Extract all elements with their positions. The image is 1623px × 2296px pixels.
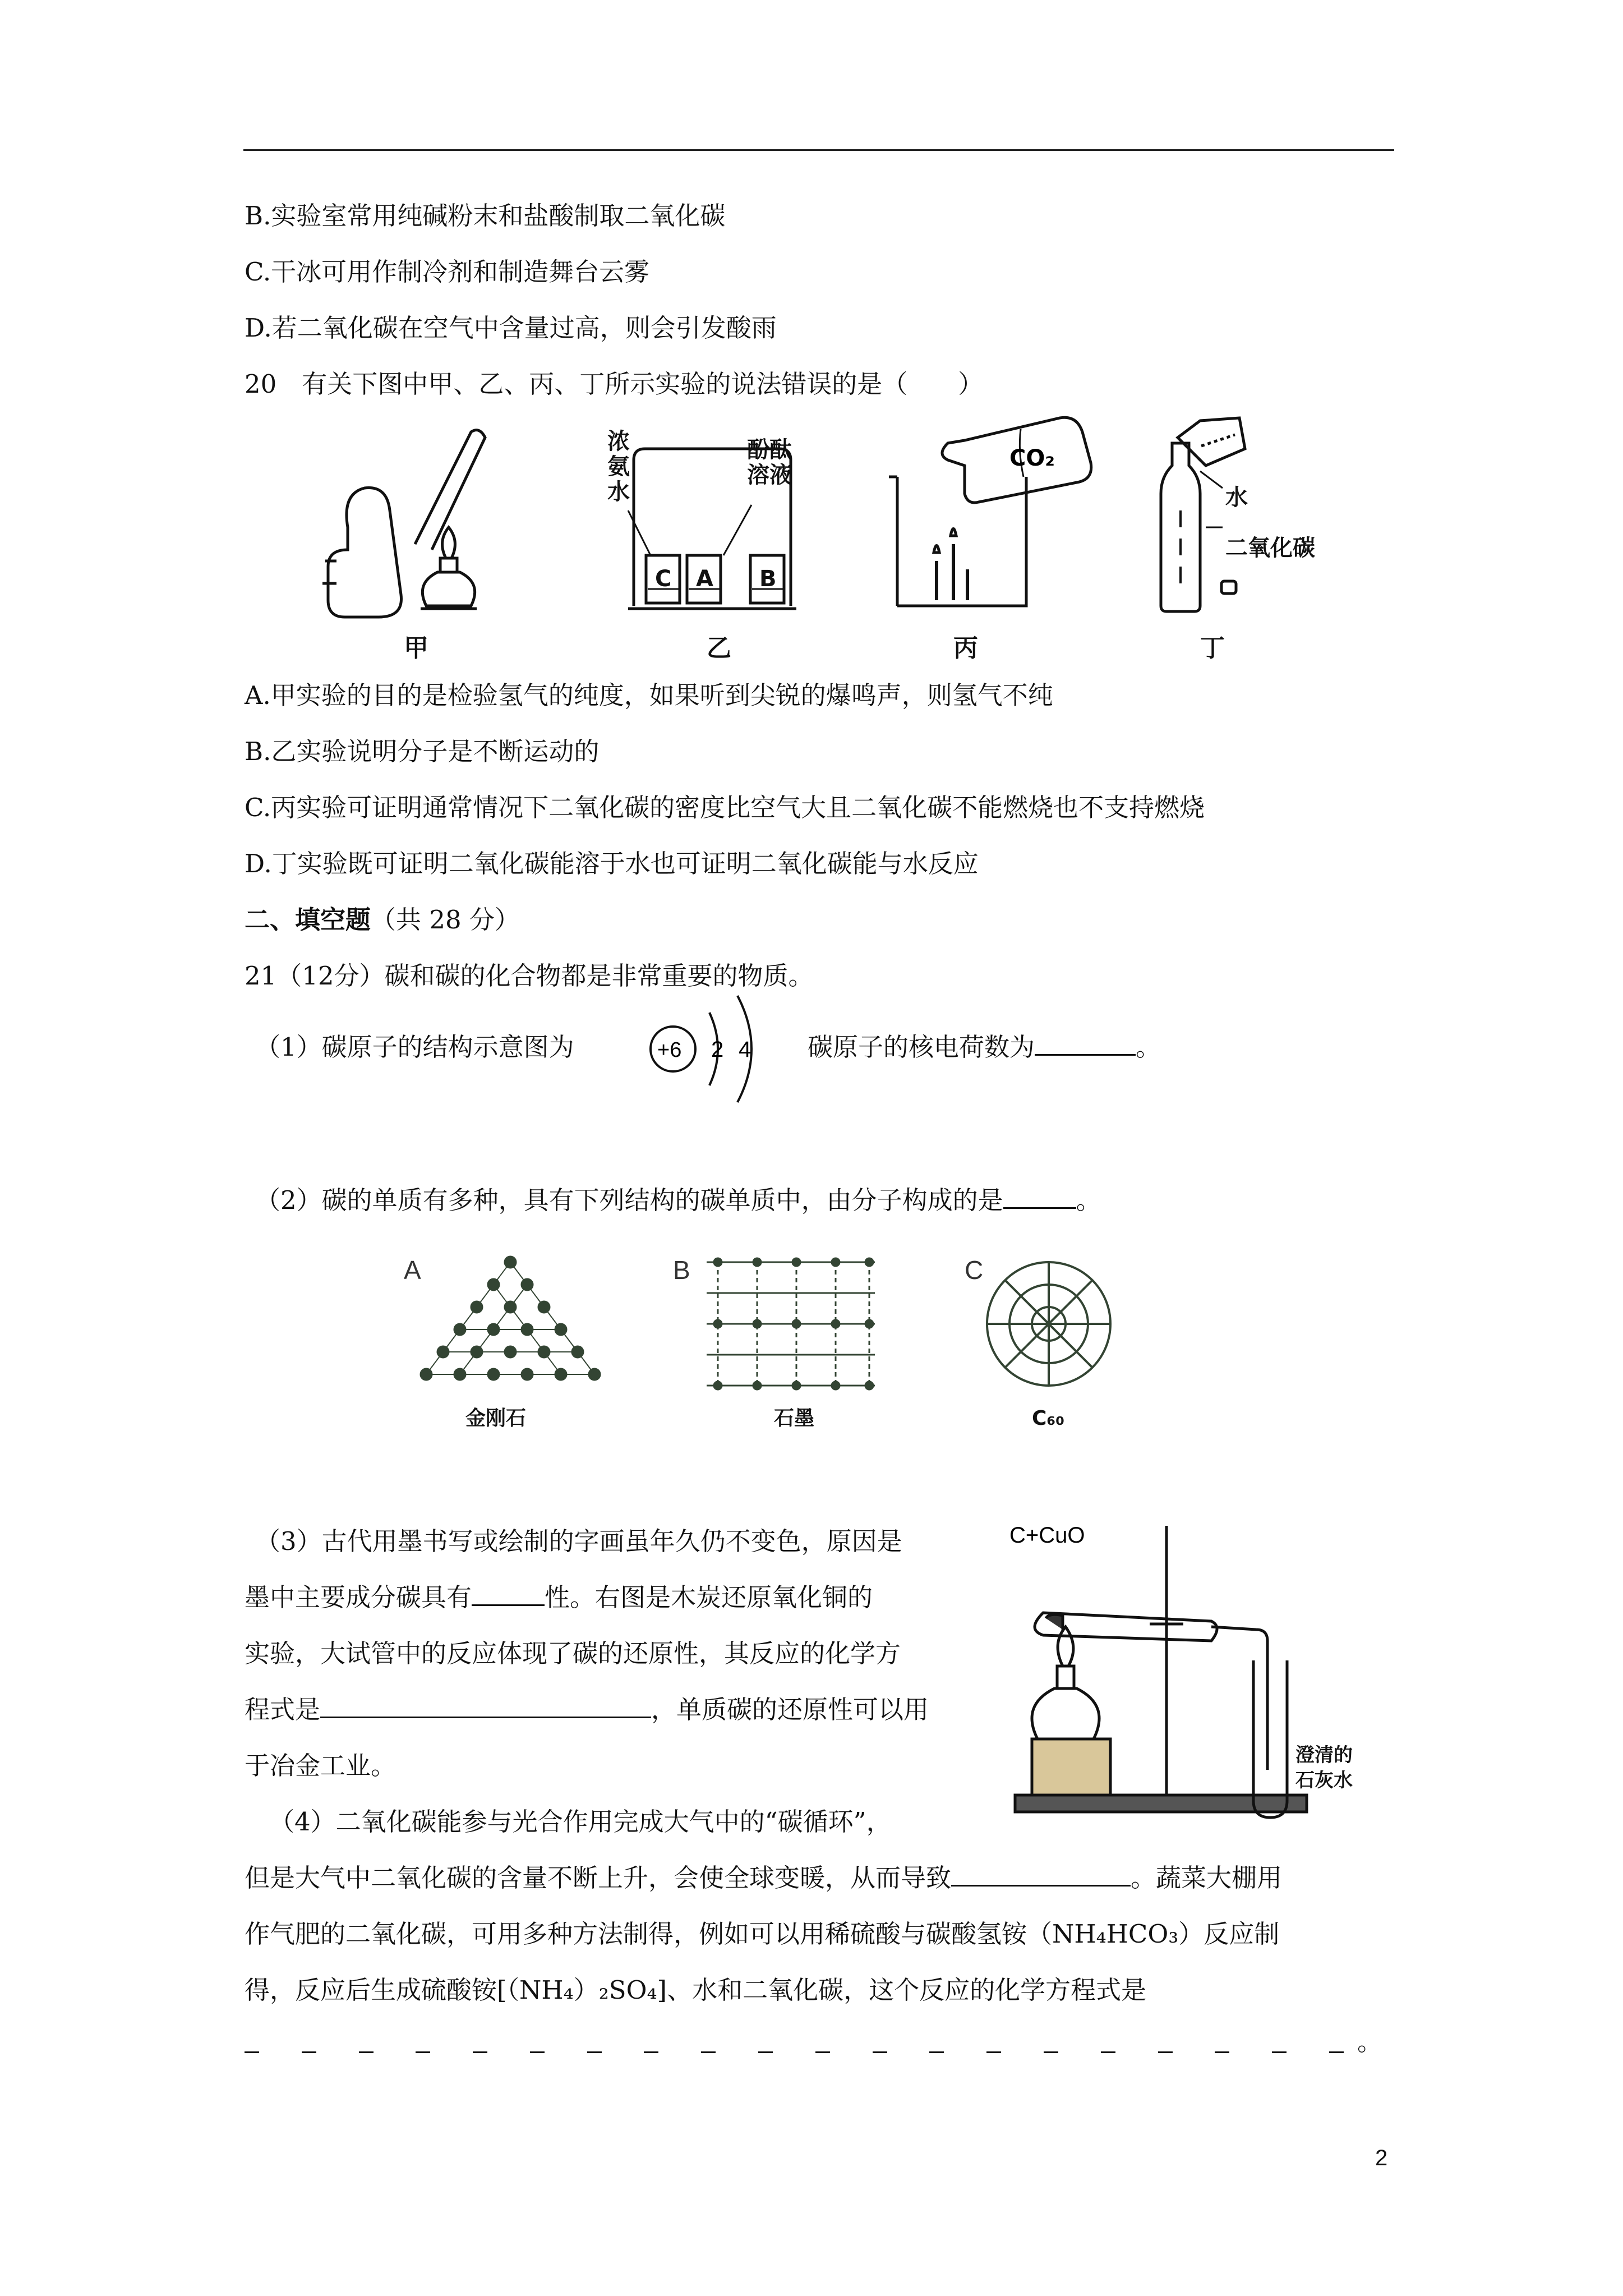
atom-shell-2: 4 (739, 1037, 751, 1062)
allotrope-b-letter: B (673, 1255, 690, 1285)
q21-3-line5: 于冶金工业。 (245, 1751, 396, 1780)
apparatus-tube-label: C+CuO (1009, 1523, 1085, 1548)
beaker-a: A (696, 566, 713, 592)
allotrope-a-name: 金刚石 (465, 1407, 527, 1430)
atom-shell-1: 2 (711, 1037, 724, 1062)
allotrope-c-letter: C (965, 1255, 984, 1285)
page-number: 2 (1375, 2146, 1388, 2170)
beaker-c: C (655, 566, 672, 592)
allotrope-a-letter: A (404, 1255, 421, 1285)
diamond-structure (421, 1257, 600, 1380)
q20-option-b: B.乙实验说明分子是不断运动的 (245, 737, 600, 766)
q20-option-c: C.丙实验可证明通常情况下二氧化碳的密度比空气大且二氧化碳不能燃烧也不支持燃烧 (245, 793, 1205, 822)
q21-4-line3: 作气肥的二氧化碳，可用多种方法制得，例如可以用稀硫酸与碳酸氢铵（NH₄HCO₃）反应制 (245, 1919, 1280, 1949)
q20-stem: 20 有关下图中甲、乙、丙、丁所示实验的说法错误的是（ ） (245, 369, 984, 399)
carbon-atom-diagram (639, 987, 774, 1105)
q21-3-blank-1 (472, 1581, 545, 1606)
q21-1-text: （1）碳原子的结构示意图为 (255, 1032, 574, 1062)
ding-apparatus (1161, 418, 1245, 611)
q21-4-end: 。 (1357, 2027, 1383, 2056)
q21-3-line1: （3）古代用墨书写或绘制的字画虽年久仍不变色，原因是 (255, 1526, 902, 1556)
yi-phenol-line2: 溶液 (747, 462, 792, 488)
q21-4-dashed-blank (245, 2031, 1344, 2053)
c60-structure (987, 1262, 1110, 1386)
limewater-label-2: 石灰水 (1295, 1769, 1353, 1792)
carbon-allotropes-figure (393, 1245, 1133, 1436)
q21-2-blank (1003, 1184, 1076, 1209)
allotrope-c-name: C₆₀ (1032, 1407, 1064, 1430)
caption-jia: 甲 (404, 634, 428, 662)
beaker-b: B (759, 566, 777, 592)
caption-ding: 丁 (1200, 634, 1225, 662)
q21-3-blank-2 (320, 1693, 651, 1718)
experiment-figure (314, 415, 1324, 668)
q21-3-line3: 实验，大试管中的反应体现了碳的还原性，其反应的化学方 (245, 1639, 901, 1668)
bing-co2-label: CO₂ (1009, 445, 1055, 471)
q21-4-line4: 得，反应后生成硫酸铵[（NH₄）₂SO₄]、水和二氧化碳，这个反应的化学方程式是 (245, 1975, 1147, 2005)
yi-ammonia-c2: 氨 (607, 454, 630, 480)
q21-3-line4: 程式是 ，单质碳的还原性可以用 (245, 1693, 929, 1727)
jia-apparatus (322, 430, 485, 617)
q21-1-text-2: 碳原子的核电荷数为 。 (808, 1030, 1161, 1064)
q19-option-b: B.实验室常用纯碱粉末和盐酸制取二氧化碳 (245, 201, 726, 231)
bing-apparatus (889, 417, 1091, 606)
q21-4-line1: （4）二氧化碳能参与光合作用完成大气中的“碳循环”， (269, 1807, 892, 1837)
limewater-label-1: 澄清的 (1295, 1744, 1353, 1766)
q19-option-c: C.干冰可用作制冷剂和制造舞台云雾 (245, 257, 650, 287)
allotrope-b-name: 石墨 (774, 1407, 815, 1430)
q20-option-d: D.丁实验既可证明二氧化碳能溶于水也可证明二氧化碳能与水反应 (245, 849, 979, 878)
caption-yi: 乙 (707, 634, 731, 662)
q21-2-text: （2）碳的单质有多种，具有下列结构的碳单质中，由分子构成的是 。 (255, 1184, 1101, 1217)
yi-ammonia-c3: 水 (607, 479, 630, 505)
q21-3-line2: 墨中主要成分碳具有 性。右图是木炭还原氧化铜的 (245, 1581, 873, 1614)
section-2-heading: 二、填空题（共 28 分） (245, 905, 520, 935)
q20-option-a: A.甲实验的目的是检验氢气的纯度，如果听到尖锐的爆鸣声，则氢气不纯 (245, 680, 1053, 710)
q21-4-blank-1 (951, 1861, 1131, 1887)
q21-4-line2: 但是大气中二氧化碳的含量不断上升，会使全球变暖，从而导致 。蔬菜大棚用 (245, 1861, 1282, 1895)
ding-water-label: 水 (1225, 485, 1248, 510)
carbon-reduction-apparatus (1004, 1515, 1408, 1829)
q21-1-blank (1035, 1030, 1136, 1056)
atom-nucleus: +6 (657, 1038, 682, 1062)
caption-bing: 丙 (953, 634, 978, 662)
header-rule (243, 149, 1394, 151)
q21-stem: 21（12分）碳和碳的化合物都是非常重要的物质。 (245, 961, 814, 991)
yi-ammonia-c1: 浓 (607, 429, 630, 454)
q19-option-d: D.若二氧化碳在空气中含量过高，则会引发酸雨 (245, 313, 777, 343)
graphite-structure (707, 1258, 875, 1389)
ding-co2-label: 二氧化碳 (1225, 535, 1315, 561)
yi-phenol-line1: 酚酞 (747, 437, 792, 463)
